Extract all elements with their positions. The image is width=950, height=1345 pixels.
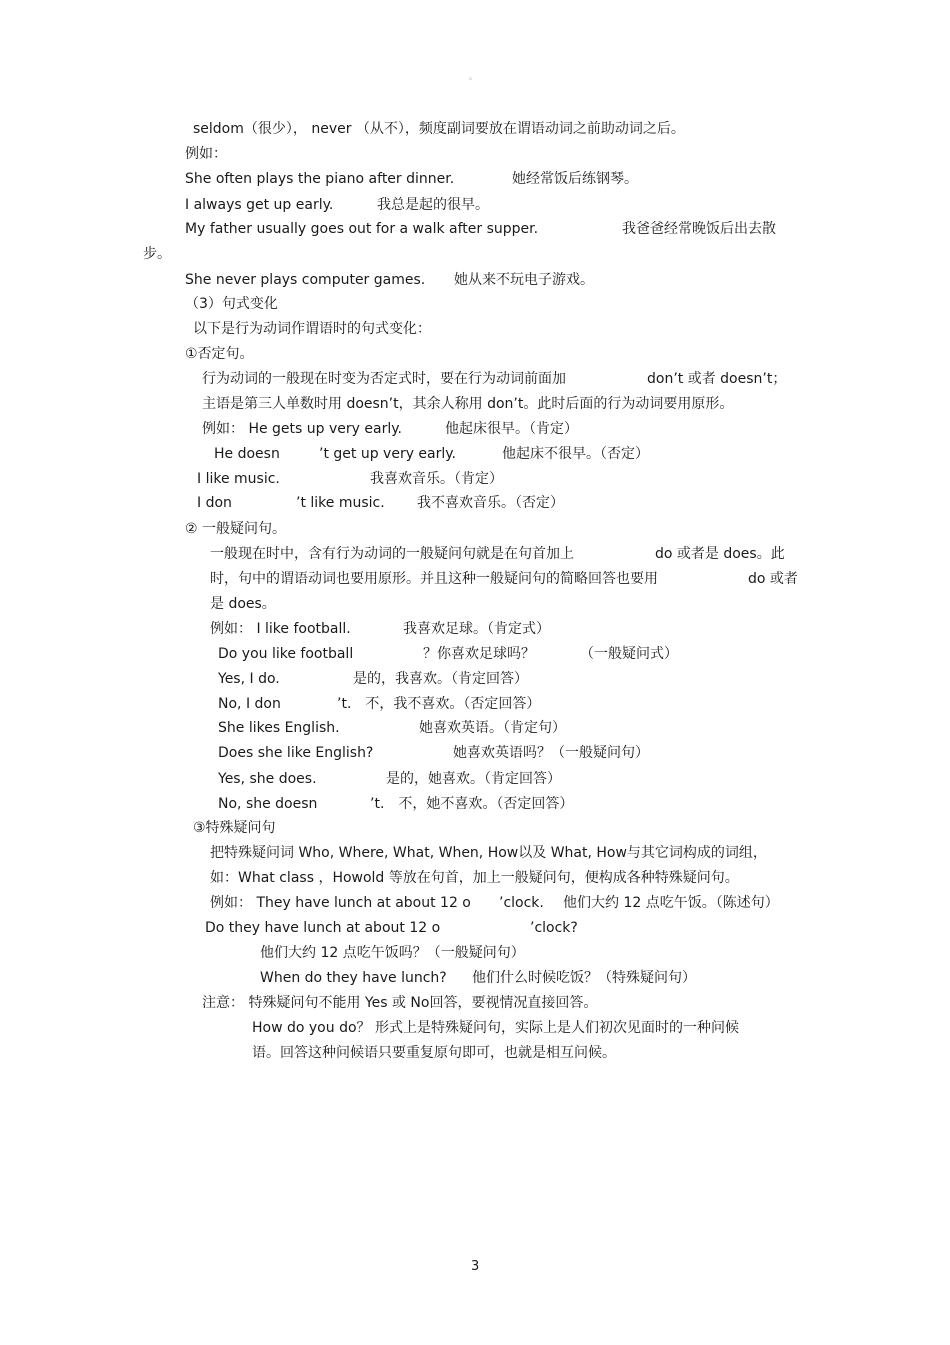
text-line: ’t like music. — [296, 495, 385, 511]
text-line: （一般疑问式） — [580, 646, 678, 662]
text-line: He doesn — [214, 446, 280, 462]
text-line: I always get up early. — [185, 197, 334, 213]
text-line: 例如： They have lunch at about 12 o — [210, 895, 471, 911]
text-line: Do they have lunch at about 12 o — [205, 920, 441, 936]
text-line: 行为动词的一般现在时变为否定式时，要在行为动词前面加 — [202, 371, 566, 387]
text-line: 主语是第三人单数时用 doesn’t，其余人称用 don’t。此时后面的行为动词要用原形。 — [202, 396, 734, 412]
text-line: She often plays the piano after dinner. — [185, 171, 455, 187]
text-line: ’t. 不，她不喜欢。（否定回答） — [370, 796, 574, 812]
text-line: 他们大约 12 点吃午饭。（陈述句） — [563, 895, 779, 911]
text-line: 是的，我喜欢。（肯定回答） — [353, 671, 528, 687]
text-line: 以下是行为动词作谓语时的句式变化： — [193, 321, 431, 337]
text-line: 我喜欢足球。（肯定式） — [403, 621, 550, 637]
text-line: 他起床不很早。（否定） — [502, 446, 649, 462]
section-heading: （3）句式变化 — [185, 296, 278, 312]
text-line: seldom（很少）， never （从不），频度副词要放在谓语动词之前助动词之后。 — [193, 121, 685, 137]
text-line: 我爸爸经常晚饭后出去散 — [622, 221, 776, 237]
text-line: 步。 — [143, 246, 171, 262]
text-line: Yes, I do. — [218, 671, 280, 687]
text-line: 我总是起的很早。 — [377, 197, 489, 213]
text-line: I like music. — [197, 471, 280, 487]
text-line: do 或者是 does。此 — [655, 546, 785, 562]
text-line: Do you like football — [218, 646, 354, 662]
text-line: ’t. 不，我不喜欢。（否定回答） — [337, 696, 541, 712]
text-line: 她喜欢英语吗？（一般疑问句） — [453, 745, 649, 761]
text-line: do 或者 — [748, 571, 798, 587]
note-line: 注意： 特殊疑问句不能用 Yes 或 No回答，要视情况直接回答。 — [202, 995, 598, 1011]
subsection-heading: ② 一般疑问句。 — [185, 521, 287, 537]
text-line: I don — [197, 495, 232, 511]
subsection-heading: ①否定句。 — [185, 346, 254, 362]
text-line: 把特殊疑问词 Who, Where, What, When, How以及 What, How与其它词构成的词组， — [210, 845, 767, 861]
text-line: 例如： — [185, 146, 227, 162]
text-line: ’clock? — [530, 920, 578, 936]
text-line: 时，句中的谓语动词也要用原形。并且这种一般疑问句的简略回答也要用 — [210, 571, 658, 587]
text-line: 他们什么时候吃饭？（特殊疑问句） — [472, 970, 696, 986]
text-line: My father usually goes out for a walk after supper. — [185, 221, 539, 237]
page-number: 3 — [471, 1259, 480, 1274]
text-line: 一般现在时中，含有行为动词的一般疑问句就是在句首加上 — [210, 546, 574, 562]
text-line: 他们大约 12 点吃午饭吗？（一般疑问句） — [260, 945, 525, 961]
text-line: 他起床很早。（肯定） — [445, 421, 578, 437]
text-line: 例如： He gets up very early. — [202, 421, 402, 437]
text-line: She never plays computer games. — [185, 272, 426, 288]
text-line: Yes, she does. — [218, 771, 317, 787]
note-line: 语。回答这种问候语只要重复原句即可，也就是相互问候。 — [252, 1045, 616, 1061]
text-line: No, she doesn — [218, 796, 318, 812]
text-line: When do they have lunch? — [260, 970, 447, 986]
text-line: don’t 或者 doesn’t； — [647, 371, 787, 387]
text-line: 我不喜欢音乐。（否定） — [417, 495, 564, 511]
text-line: ’clock. — [499, 895, 544, 911]
text-line: 例如： I like football. — [210, 621, 351, 637]
text-line: 如：What class ，Howold 等放在句首，加上一般疑问句，便构成各种特殊疑问句。 — [210, 870, 739, 886]
subsection-heading: ③特殊疑问句 — [193, 820, 276, 836]
text-line: She likes English. — [218, 720, 340, 736]
text-line: 她经常饭后练钢琴。 — [512, 171, 638, 187]
text-line: No, I don — [218, 696, 281, 712]
text-line: 是的，她喜欢。（肯定回答） — [386, 771, 561, 787]
header-mark: 。 — [469, 72, 477, 81]
text-line: 我喜欢音乐。（肯定） — [370, 471, 503, 487]
text-line: ？你喜欢足球吗？ — [423, 646, 535, 662]
note-line: How do you do？ 形式上是特殊疑问句，实际上是人们初次见面时的一种问候 — [252, 1020, 739, 1036]
text-line: 她喜欢英语。（肯定句） — [419, 720, 566, 736]
text-line: 她从来不玩电子游戏。 — [454, 272, 594, 288]
text-line: ’t get up very early. — [319, 446, 457, 462]
text-line: 是 does。 — [210, 596, 276, 612]
text-line: Does she like English? — [218, 745, 374, 761]
